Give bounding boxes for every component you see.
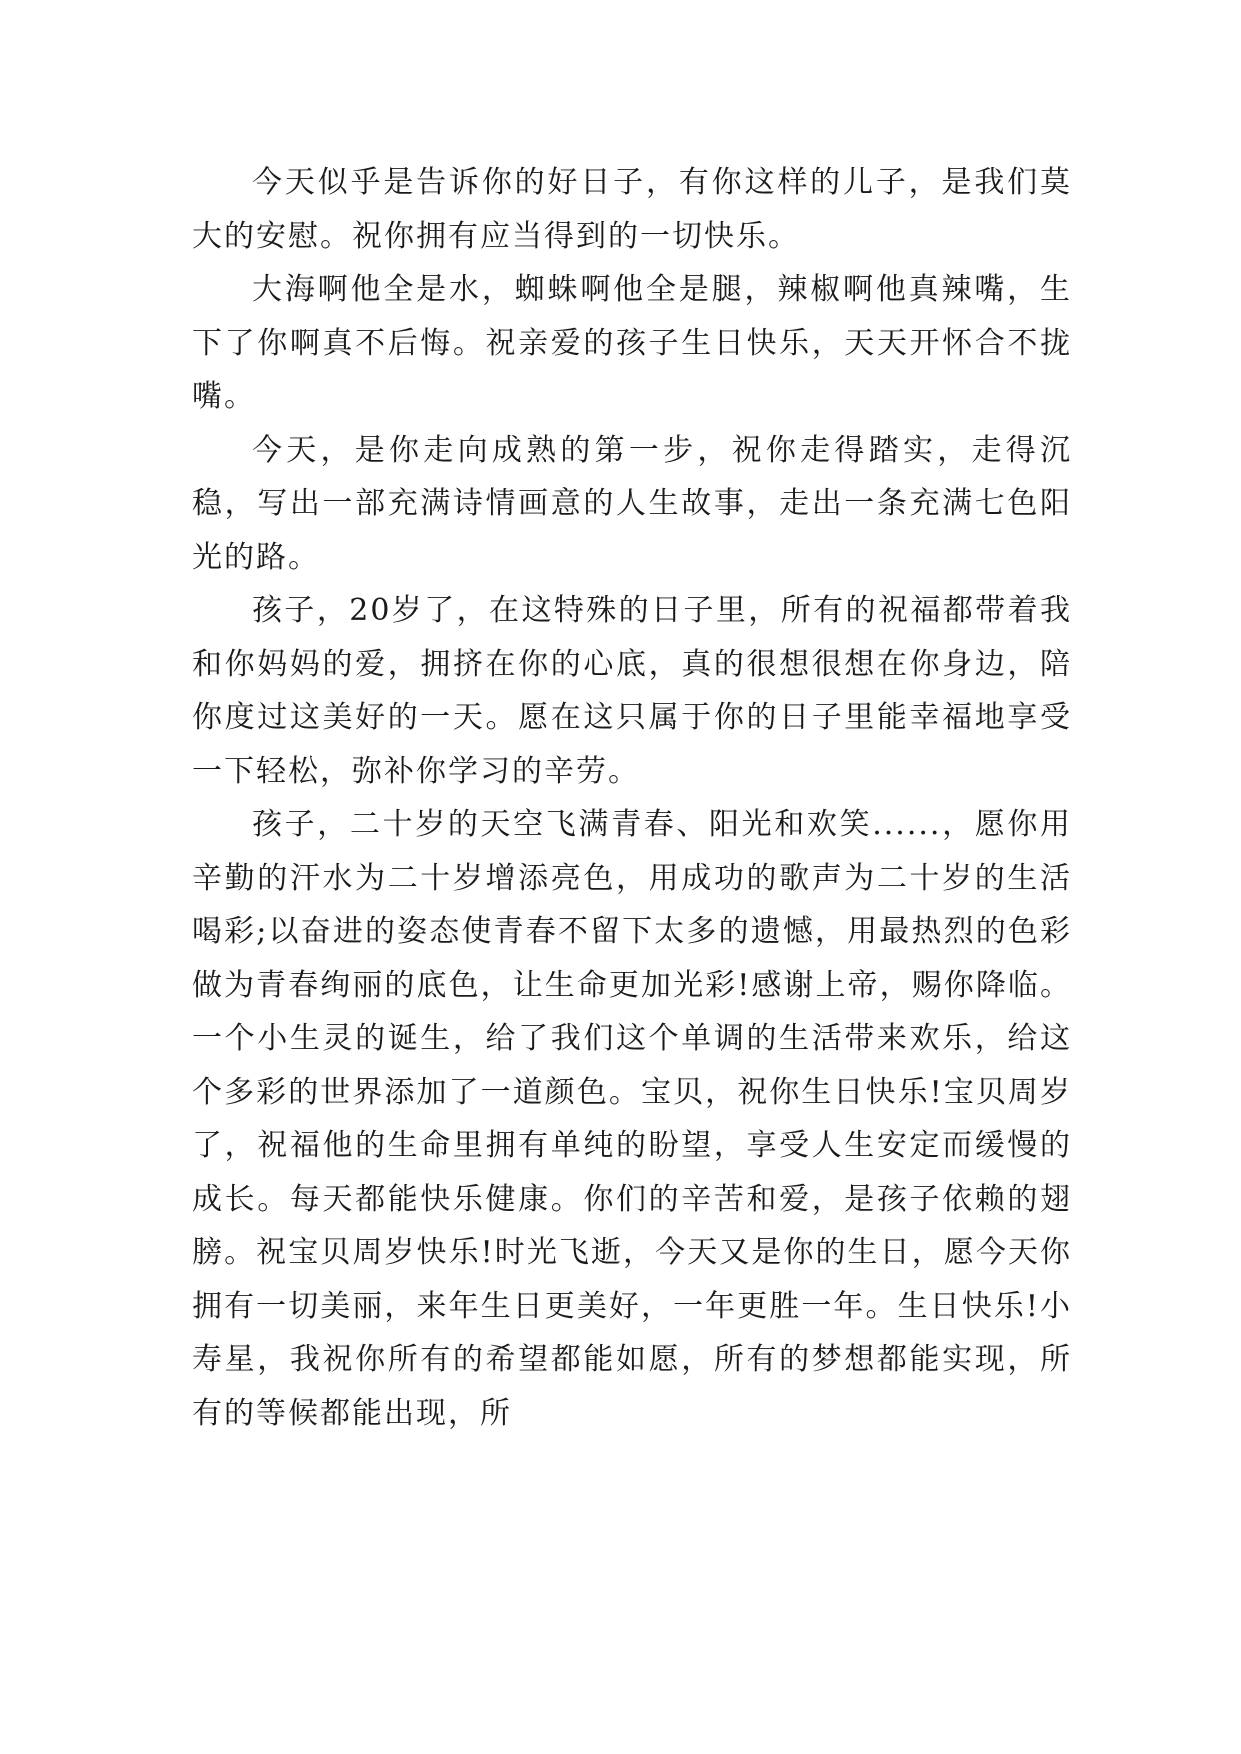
paragraph: 孩子，20岁了，在这特殊的日子里，所有的祝福都带着我和你妈妈的爱，拥挤在你的心底，真的很想很想在你身边，陪你度过这美好的一天。愿在这只属于你的日子里能幸福地享受一下轻松，弥补你学习的辛劳。	[192, 593, 1072, 789]
paragraph: 大海啊他全是水，蜘蛛啊他全是腿，辣椒啊他真辣嘴，生下了你啊真不后悔。祝亲爱的孩子生日快乐，天天开怀合不拢嘴。	[192, 272, 1072, 414]
paragraph: 孩子，二十岁的天空飞满青春、阳光和欢笑......，愿你用辛勤的汗水为二十岁增添亮色，用成功的歌声为二十岁的生活喝彩;以奋进的姿态使青春不留下太多的遗憾，用最热烈的色彩做为青春绚丽的底色，让生命更加光彩!感谢上帝，赐你降临。一个小生灵的诞生，给了我们这个单调的生活带来欢乐，给这个多彩的世界添加了一道颜色。宝贝，祝你生日快乐!宝贝周岁了，祝福他的生命里拥有单纯的盼望，享受人生安定而缓慢的成长。每天都能快乐健康。你们的辛苦和爱，是孩子依赖的翅膀。祝宝贝周岁快乐!时光飞逝，今天又是你的生日，愿今天你拥有一切美丽，来年生日更美好，一年更胜一年。生日快乐!小寿星，我祝你所有的希望都能如愿，所有的梦想都能实现，所有的等候都能出现，所	[192, 807, 1072, 1431]
document-body	[192, 156, 1072, 1440]
paragraph: 今天似乎是告诉你的好日子，有你这样的儿子，是我们莫大的安慰。祝你拥有应当得到的一切快乐。	[192, 165, 1072, 254]
paragraph: 今天，是你走向成熟的第一步，祝你走得踏实，走得沉稳，写出一部充满诗情画意的人生故事，走出一条充满七色阳光的路。	[192, 432, 1072, 575]
